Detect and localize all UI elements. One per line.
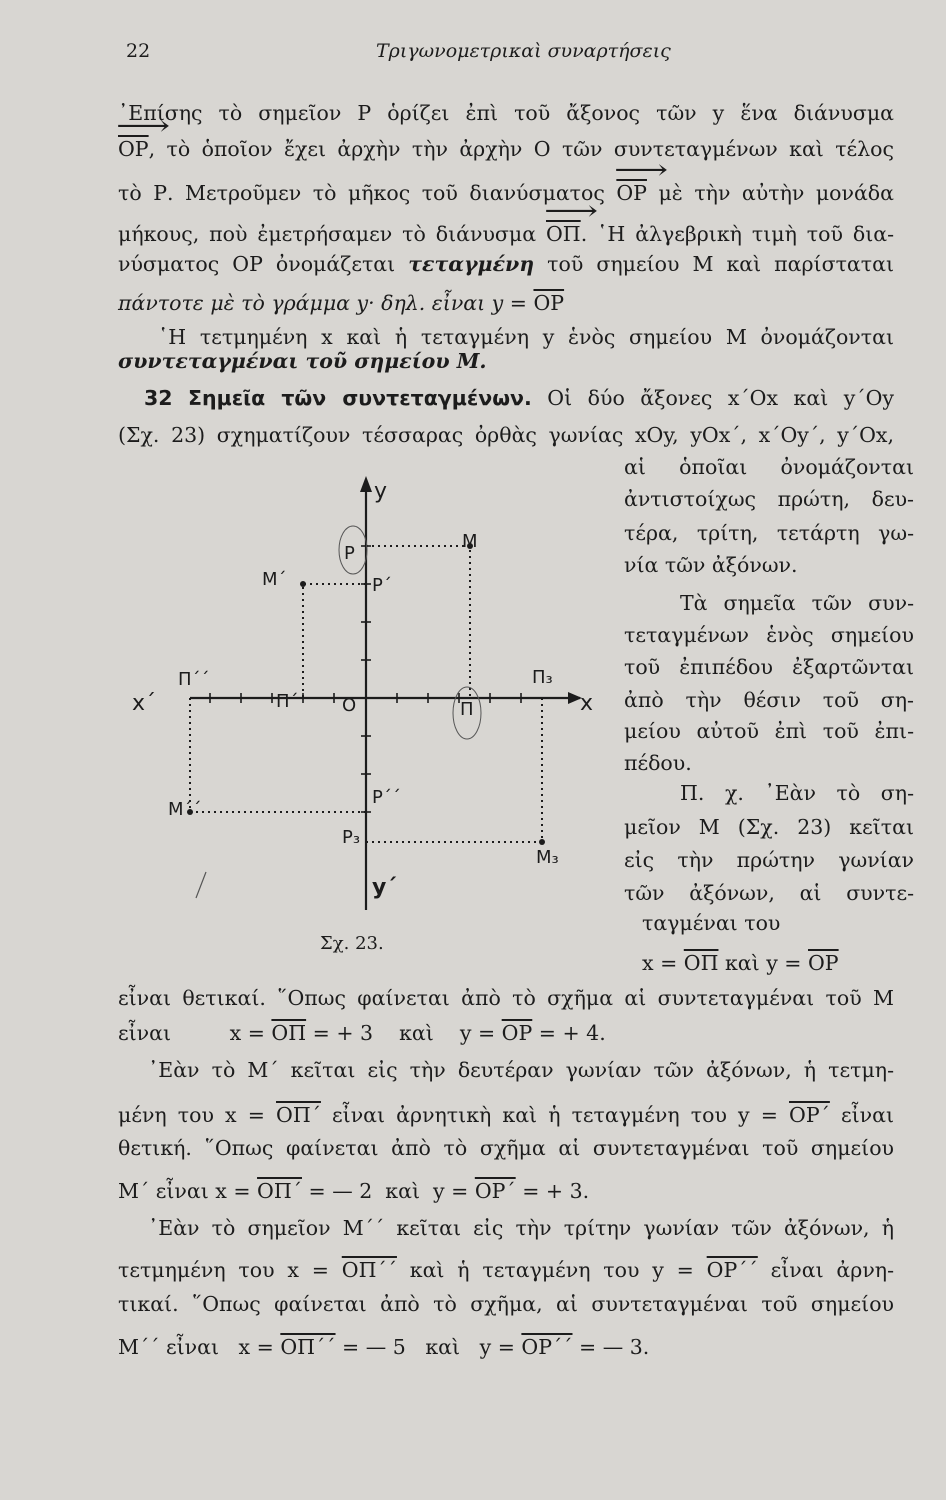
p6-l2-c: εἶναι ἀρνη- xyxy=(757,1258,894,1282)
label-P2: P΄΄ xyxy=(372,787,401,808)
narrow-text-1: αἱ ὁποῖαι ὀνομάζονται xyxy=(624,455,914,479)
proj-M2 xyxy=(190,695,366,812)
p4-positive-text: εἶναι θετικαί. ῞Οπως φαίνεται ἀπὸ τὸ σχῆμα αἱ συντεταγμέναι τοῦ Μ xyxy=(118,986,894,1010)
p1-l5-a: νύσματος ΟΡ ὀνομάζεται xyxy=(118,252,409,276)
p1-line-3 xyxy=(118,178,894,208)
p1-line-4 xyxy=(118,219,894,249)
p1-l6-ov: $\overline{OP}$ xyxy=(533,291,565,315)
label-P3: P₃ xyxy=(342,827,361,848)
label-x: x xyxy=(580,691,594,716)
p4-vals-a: εἶναι x = xyxy=(118,1021,272,1045)
narrow-line-14 xyxy=(624,878,914,908)
label-Pi2: Π΄΄ xyxy=(178,669,210,690)
eq-b: καὶ y = xyxy=(718,951,808,975)
proj-M xyxy=(366,546,470,698)
narrow-line-4 xyxy=(624,550,914,580)
label-Pi1: Π΄ xyxy=(276,691,299,712)
narrow-line-9 xyxy=(624,716,914,746)
narrow-line-10 xyxy=(624,748,914,778)
p5-line-4 xyxy=(118,1176,894,1206)
p1-l4-b: . ῾Η ἀλγεβρικὴ τιμὴ τοῦ δια- xyxy=(580,222,894,246)
narrow-line-7 xyxy=(624,652,914,682)
p4-line-positive xyxy=(118,983,894,1013)
p6-line-4 xyxy=(118,1332,894,1362)
narrow-line-6 xyxy=(624,620,914,650)
section-line-2 xyxy=(118,420,894,450)
narrow-text-12: μεῖον Μ (Σχ. 23) κεῖται xyxy=(624,815,914,839)
label-O: O xyxy=(342,695,357,716)
narrow-line-8 xyxy=(624,685,914,715)
p1-l3-a: τὸ Ρ. Μετροῦμεν τὸ μῆκος τοῦ διανύσματος xyxy=(118,181,617,205)
p6-l2-a: τετμημένη του x = xyxy=(118,1258,342,1282)
p6-l3-text: τικαί. ῞Οπως φαίνεται ἀπὸ τὸ σχῆμα, αἱ συντεταγμέναι τοῦ σημείου xyxy=(118,1292,894,1316)
point-M3 xyxy=(539,839,545,845)
p5-l4-a: Μ΄ εἶναι x = xyxy=(118,1179,258,1203)
p2-l1-text: ῾Η τετμημένη x καὶ ἡ τεταγμένη y ἑνὸς σημείου Μ ὀνομάζονται xyxy=(158,325,894,349)
p4-vals-c: = + 4. xyxy=(532,1021,606,1045)
p1-line-6 xyxy=(118,288,894,318)
narrow-text-9: μείου αὐτοῦ ἐπὶ τοῦ ἐπι- xyxy=(624,719,914,743)
p5-l4-ov-1: $\overline{O\Pi΄}$ xyxy=(257,1179,302,1203)
p6-line-1 xyxy=(118,1213,894,1243)
p6-l2-b: καὶ ἡ τεταγμένη του y = xyxy=(396,1258,707,1282)
narrow-line-1 xyxy=(624,452,914,482)
narrow-text-7: τοῦ ἐπιπέδου ἐξαρτῶνται xyxy=(624,655,914,679)
label-Pi3: Π₃ xyxy=(532,667,553,688)
label-P: P xyxy=(344,543,355,564)
p1-l3-b: μὲ τὴν αὐτὴν μονάδα xyxy=(646,181,894,205)
label-M2: M΄΄ xyxy=(168,799,202,820)
section-heading-line xyxy=(118,383,894,413)
eq-ov-2: $\overline{OP}$ xyxy=(808,951,839,975)
p5-l4-ov-2: $\overline{OP΄}$ xyxy=(474,1179,516,1203)
narrow-line-5 xyxy=(624,588,914,618)
equation-line xyxy=(624,948,932,978)
p6-line-2 xyxy=(118,1255,894,1285)
p1-l5-b: τοῦ σημείου Μ καὶ παρίσταται xyxy=(534,252,894,276)
page-header xyxy=(118,40,886,72)
p4-vals-b: = + 3 καὶ y = xyxy=(306,1021,502,1045)
eq-a: x = xyxy=(642,951,684,975)
p5-l2-ov-2: $\overline{OP΄}$ xyxy=(789,1103,830,1127)
narrow-line-11 xyxy=(624,778,914,808)
narrow-text-14: τῶν ἀξόνων, αἱ συντε- xyxy=(624,881,914,905)
p5-l2-b: εἶναι ἀρνητικὴ καὶ ἡ τεταγμένη του y = xyxy=(320,1103,790,1127)
p5-l4-c: = + 3. xyxy=(515,1179,590,1203)
p4-vals-ov-1: $\overline{O\Pi}$ xyxy=(271,1021,307,1045)
proj-M3 xyxy=(366,698,542,842)
p1-line-2 xyxy=(118,134,894,164)
label-x-prime: x΄ xyxy=(132,691,157,716)
p6-l4-a: Μ΄΄ εἶναι x = xyxy=(118,1335,281,1359)
p1-line-5 xyxy=(118,249,894,279)
proj-M1 xyxy=(303,584,366,698)
p1-l2-text: , τὸ ὁποῖον ἔχει ἀρχὴν τὴν ἀρχὴν Ο τῶν συντεταγμένων καὶ τέλος xyxy=(148,137,894,161)
p6-l1-text: ᾽Εὰν τὸ σημεῖον Μ΄΄ κεῖται εἰς τὴν τρίτην γωνίαν τῶν ἀξόνων, ἡ xyxy=(148,1216,894,1240)
point-M1 xyxy=(300,581,306,587)
p6-l2-ov-1: ΟΠ΄΄ xyxy=(341,1258,397,1282)
p5-l2-c: εἶναι xyxy=(829,1103,894,1127)
p6-l4-c: = — 3. xyxy=(572,1335,650,1359)
section-number: 32 xyxy=(144,386,173,410)
narrow-text-13: εἰς τὴν πρώτην γωνίαν xyxy=(624,848,914,872)
p6-line-3 xyxy=(118,1289,894,1319)
p6-l2-ov-2: ΟΡ΄΄ xyxy=(706,1258,758,1282)
p1-line-1 xyxy=(118,98,894,128)
p5-l2-ov-1: $\overline{O\Pi΄}$ xyxy=(276,1103,321,1127)
p5-l3-text: θετική. ῞Οπως φαίνεται ἀπὸ τὸ σχῆμα αἱ συντεταγμέναι τοῦ σημείου xyxy=(118,1136,894,1160)
figure-caption: Σχ. 23. xyxy=(320,933,384,954)
term-syntetagmenai: συντεταγμέναι τοῦ σημείου Μ. xyxy=(118,349,487,373)
p4-vals-ov-2: $\overline{OP}$ xyxy=(501,1021,533,1045)
p1-l1-text: ᾽Επίσης τὸ σημεῖον Ρ ὁρίζει ἐπὶ τοῦ ἄξονος τῶν y ἕνα διάνυσμα xyxy=(118,101,894,125)
p1-l4-a: μήκους, ποὺ ἐμετρήσαμεν τὸ διάνυσμα xyxy=(118,222,546,246)
p6-l4-b: = — 5 καὶ y = xyxy=(335,1335,522,1359)
y-axis-arrow xyxy=(360,476,372,492)
narrow-line-3 xyxy=(624,518,914,548)
p5-line-2 xyxy=(118,1100,894,1130)
narrow-text-2: ἀντιστοίχως πρώτη, δευ- xyxy=(624,487,914,511)
p1-l6-a: πάντοτε μὲ τὸ γράμμα y· δηλ. εἶναι y = xyxy=(118,291,534,315)
narrow-text-8: ἀπὸ τὴν θέσιν τοῦ ση- xyxy=(624,688,914,712)
vector-OPi: ⟶ $\overline{O\Pi}$ xyxy=(546,219,581,249)
narrow-line-13 xyxy=(624,845,914,875)
label-P1: P΄ xyxy=(372,575,392,596)
vector-OP-2: ⟶ $\overline{OP}$ xyxy=(616,178,647,208)
narrow-line-12 xyxy=(624,812,914,842)
p5-l4-b: = — 2 καὶ y = xyxy=(301,1179,475,1203)
label-y: y xyxy=(374,479,388,504)
p6-l4-ov-1: ΟΠ΄΄ xyxy=(280,1335,336,1359)
term-tetagmeni: τεταγμένη xyxy=(408,252,535,276)
narrow-line-2 xyxy=(624,484,914,514)
figure-23 xyxy=(132,470,630,954)
p4-line-values xyxy=(118,1018,894,1048)
label-M3: M₃ xyxy=(536,847,559,868)
section-l2-text: (Σχ. 23) σχηματίζουν τέσσαρας ὀρθὰς γωνίας xOy, yOx΄, x΄Oy΄, y΄Ox, xyxy=(118,423,894,447)
narrow-text-3: τέρα, τρίτη, τετάρτη γω- xyxy=(624,521,914,545)
page-number: 22 xyxy=(126,40,151,62)
pencil-stroke xyxy=(196,872,206,898)
vector-OP: ⟶ $\overline{OP}$ xyxy=(118,134,149,164)
label-y-prime: y΄ xyxy=(372,875,397,900)
narrow-text-6: τεταγμένων ἑνὸς σημείου xyxy=(624,623,914,647)
eq-ov-1: $\overline{O\Pi}$ xyxy=(683,951,719,975)
label-M1: M΄ xyxy=(262,569,287,590)
narrow-text-10: πέδου. xyxy=(624,751,692,775)
narrow-text-4: νία τῶν ἀξόνων. xyxy=(624,553,798,577)
p5-l1-text: ᾽Εὰν τὸ Μ΄ κεῖται εἰς τὴν δευτέραν γωνίαν τῶν ἀξόνων, ἡ τετμη- xyxy=(148,1058,894,1082)
narrow-text-15: ταγμέναι του xyxy=(642,911,781,935)
narrow-text-11: Π. χ. ᾽Εὰν τὸ ση- xyxy=(680,781,914,805)
label-M: M xyxy=(462,531,478,552)
narrow-line-15 xyxy=(624,908,932,938)
section-l1-rest: Οἱ δύο ἄξονες x΄Ox καὶ y΄Oy xyxy=(531,386,894,410)
coordinate-axes-diagram xyxy=(160,470,630,940)
p5-l2-a: μένη του x = xyxy=(118,1103,277,1127)
p6-l4-ov-2: ΟΡ΄΄ xyxy=(521,1335,573,1359)
p5-line-1 xyxy=(118,1055,894,1085)
p5-line-3 xyxy=(118,1133,894,1163)
label-Pi: Π xyxy=(460,699,474,720)
narrow-text-5: Τὰ σημεῖα τῶν συν- xyxy=(680,591,914,615)
running-title: Τριγωνομετρικαὶ συναρτήσεις xyxy=(376,40,671,62)
p2-line-2 xyxy=(118,346,894,376)
section-heading: Σημεῖα τῶν συντεταγμένων. xyxy=(188,386,532,410)
